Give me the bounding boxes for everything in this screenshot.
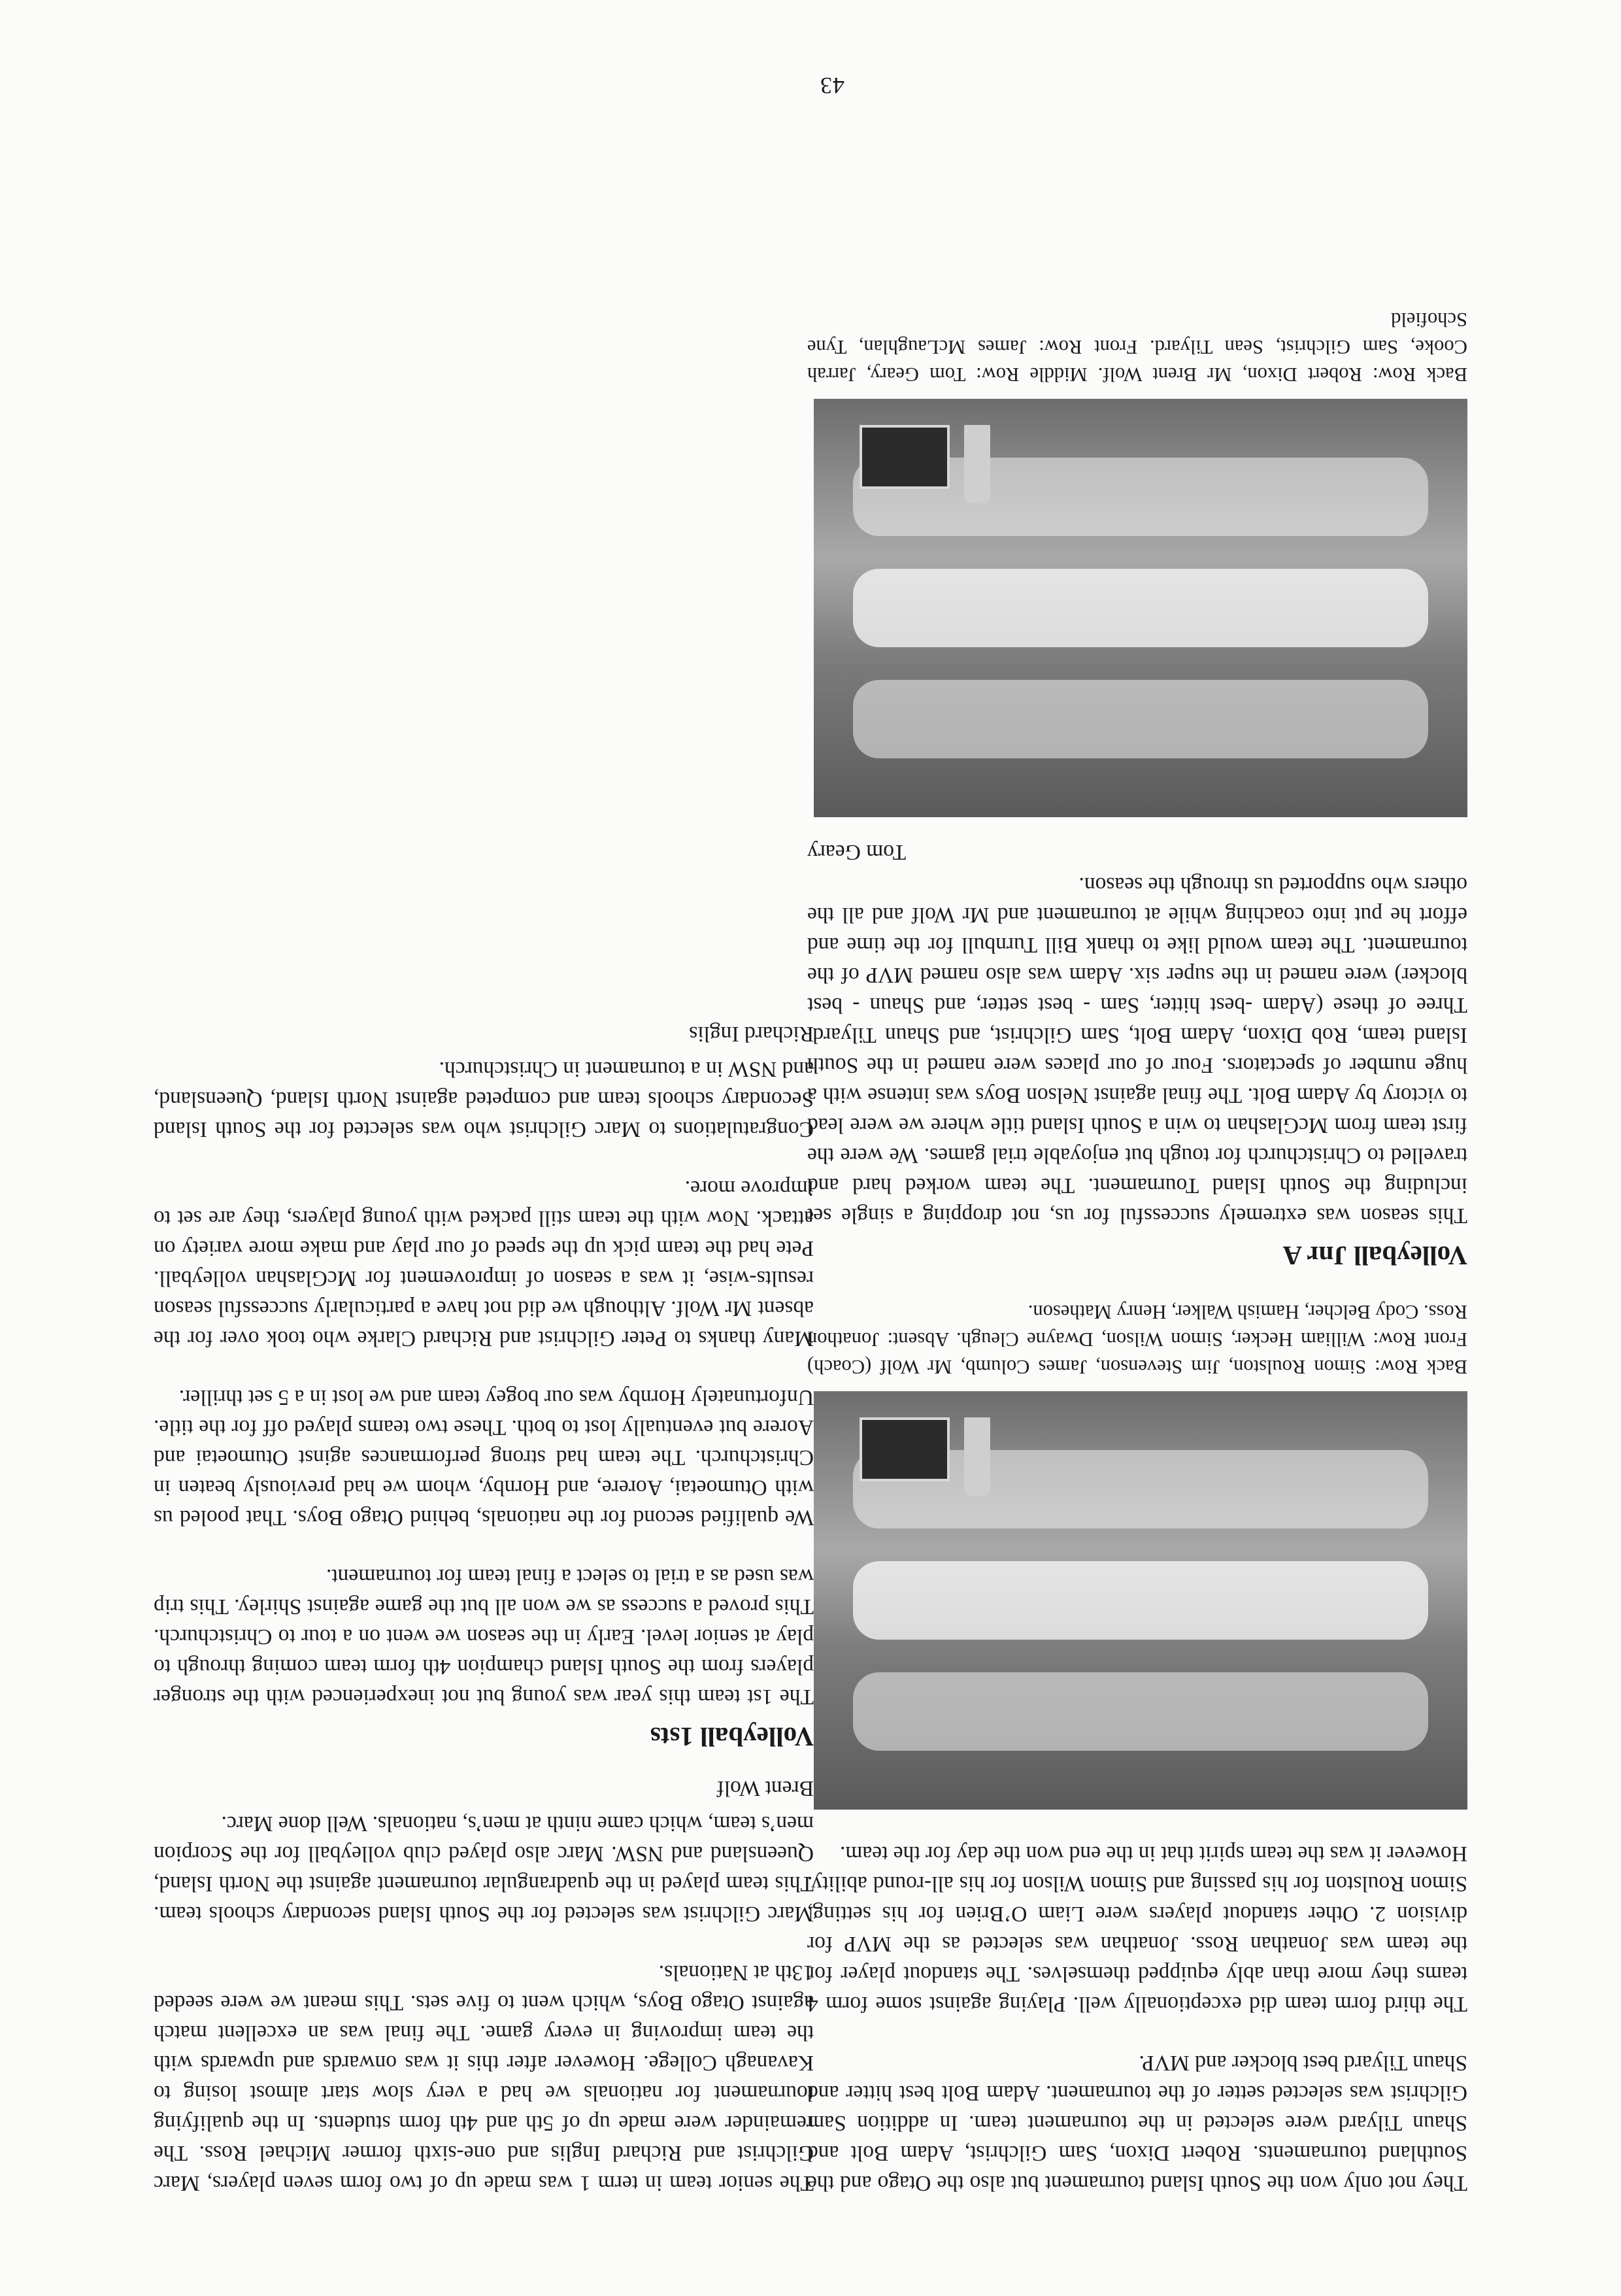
author-signature: Richard Inglis <box>689 1022 814 1046</box>
section-heading: Volleyball Jnr A <box>1282 1241 1467 1271</box>
paragraph: This season was extremely successful for us, not dropping a single set including the South Island Tournament. The team worked hard and travelled to Christchurch for tough but enjoyable trial games. We were the first team from McGlashan to win a South Island title where we were lead to victory by Adam Bolt. The final against Nelson Boys was intense with a huge number of spectators. Four of our places were named in the South Island team, Rob Dixon, Adam Bolt, Sam Gilchrist, and Shaun Tilyard. Three of these (Adam -best hitter, Sam - best setter, and Shaun - best blocker) were named in the super six. Adam was also named MVP of the tournament. The team would like to thank Bill Turnbull for the time and effort he put into coaching while at tournament and Mr Wolf and all the others who supported us through the season. <box>807 873 1467 1228</box>
paragraph: Marc Gilchrist was selected for the South Island secondary schools team. This team played in the quadrangular tournament against the North Island, Queensland and NSW. Marc also played club volleyball for the Scorpion men’s team, which came ninth at men’s, nationals. Well done Marc. <box>154 1812 814 1926</box>
paragraph: They not only won the South Island tournament but also the Otago and the Southland tournaments. Robert Dixon, Sam Gilchrist, Adam Bolt and Shaun Tilyard were selected in the tournament team. In addition Sam Gilchrist was selected setter of the tournament. Adam Bolt best hitter and Shaun Tilyard best blocker and MVP. <box>807 2051 1467 2195</box>
paragraph: The third form team did exceptionally well. Playing against some form 4 teams they more than ably equipped themselves. The standout player for the team was Jonathan Ross. Jonathan was selected as the MVP for division 2. Other standout players were Liam O’Brien for his setting, Simon Roulston for his passing and Simon Wilson for his all-round ability. However it was the team spirit that in the end won the day for the team. <box>807 1842 1467 2016</box>
right-column <box>154 999 814 2198</box>
team-photo-jnr-a <box>814 399 1467 817</box>
paragraph: Congratulations to Marc Gilchrist who was selected for the South Island Secondary schools team and competed against North Island, Queensland, and NSW in a tournament in Christchurch. <box>154 1057 814 1141</box>
paragraph: We qualified second for the nationals, behind Otago Boys. That pooled us with Otumoetai, Aorere, and Hornby, whom we had previously beaten in Christchurch. The team had strong performances aginst Otumoetai and Aorere but eventually lost to both. These two teams played off for the title. Unfortunately Hornby was our bogey team and we lost in a 5 set thriller. <box>154 1385 814 1530</box>
paragraph: The 1st team this year was young but not inexperienced with the stronger players from the South Island champion 4th form team coming through to play at senior level. Early in the season we went on a tour to Christchurch. This proved a success as we won all but the game against Shirley. This trip was used as a trial to select a final team for tournament. <box>154 1564 814 1709</box>
paragraph: Many thanks to Peter Gilchrist and Richard Clarke who took over for the absent Mr Wolf. Although we did not have a particularly successful season results-wise, it was a season of improvement for McGlashan volleyball. Pete had the team pick up the speed of our play and make more variety on attack. Now with the team still packed with young players, they are set to improve more. <box>154 1176 814 1351</box>
author-signature: Tom Geary <box>807 840 907 864</box>
photo-caption: Back Row: Robert Dixon, Mr Brent Wolf. Middle Row: Tom Geary, Jarrah Cooke, Sam Gilchrist, Sean Tilyard. Front Row: James McLaughlan, Tyne Schofield <box>807 309 1467 386</box>
paragraph: The senior team in term 1 was made up of two form seven players, Marc Gilchrist and Richard Inglis and one-sixth former Michael Ross. The remainder were made up of 5th and 4th form students. In the qualifying tournament for nationals we had a very slow start almost losing to Kavanagh College. However after this it was onwards and upwards with the team improving in every game. The final was an excellent match against Otago Boys, which went to five sets. This meant we were seeded 13th at Nationals. <box>154 1961 814 2195</box>
photo-caption: Back Row: Simon Roulston, Jim Stevenson, James Columb, Mr Wolf (Coach) Front Row: William Hecker, Simon Wilson, Dwayne Cleugh. Absent: Jonathon Ross. Cody Belcher, Hamish Walker, Henry Matheson. <box>807 1301 1467 1378</box>
author-signature: Brent Wolf <box>716 1776 814 1800</box>
left-column <box>807 280 1467 2198</box>
team-photo-junior <box>814 1391 1467 1810</box>
page-number: 43 <box>820 73 844 99</box>
section-heading: Volleyball 1sts <box>650 1722 814 1752</box>
